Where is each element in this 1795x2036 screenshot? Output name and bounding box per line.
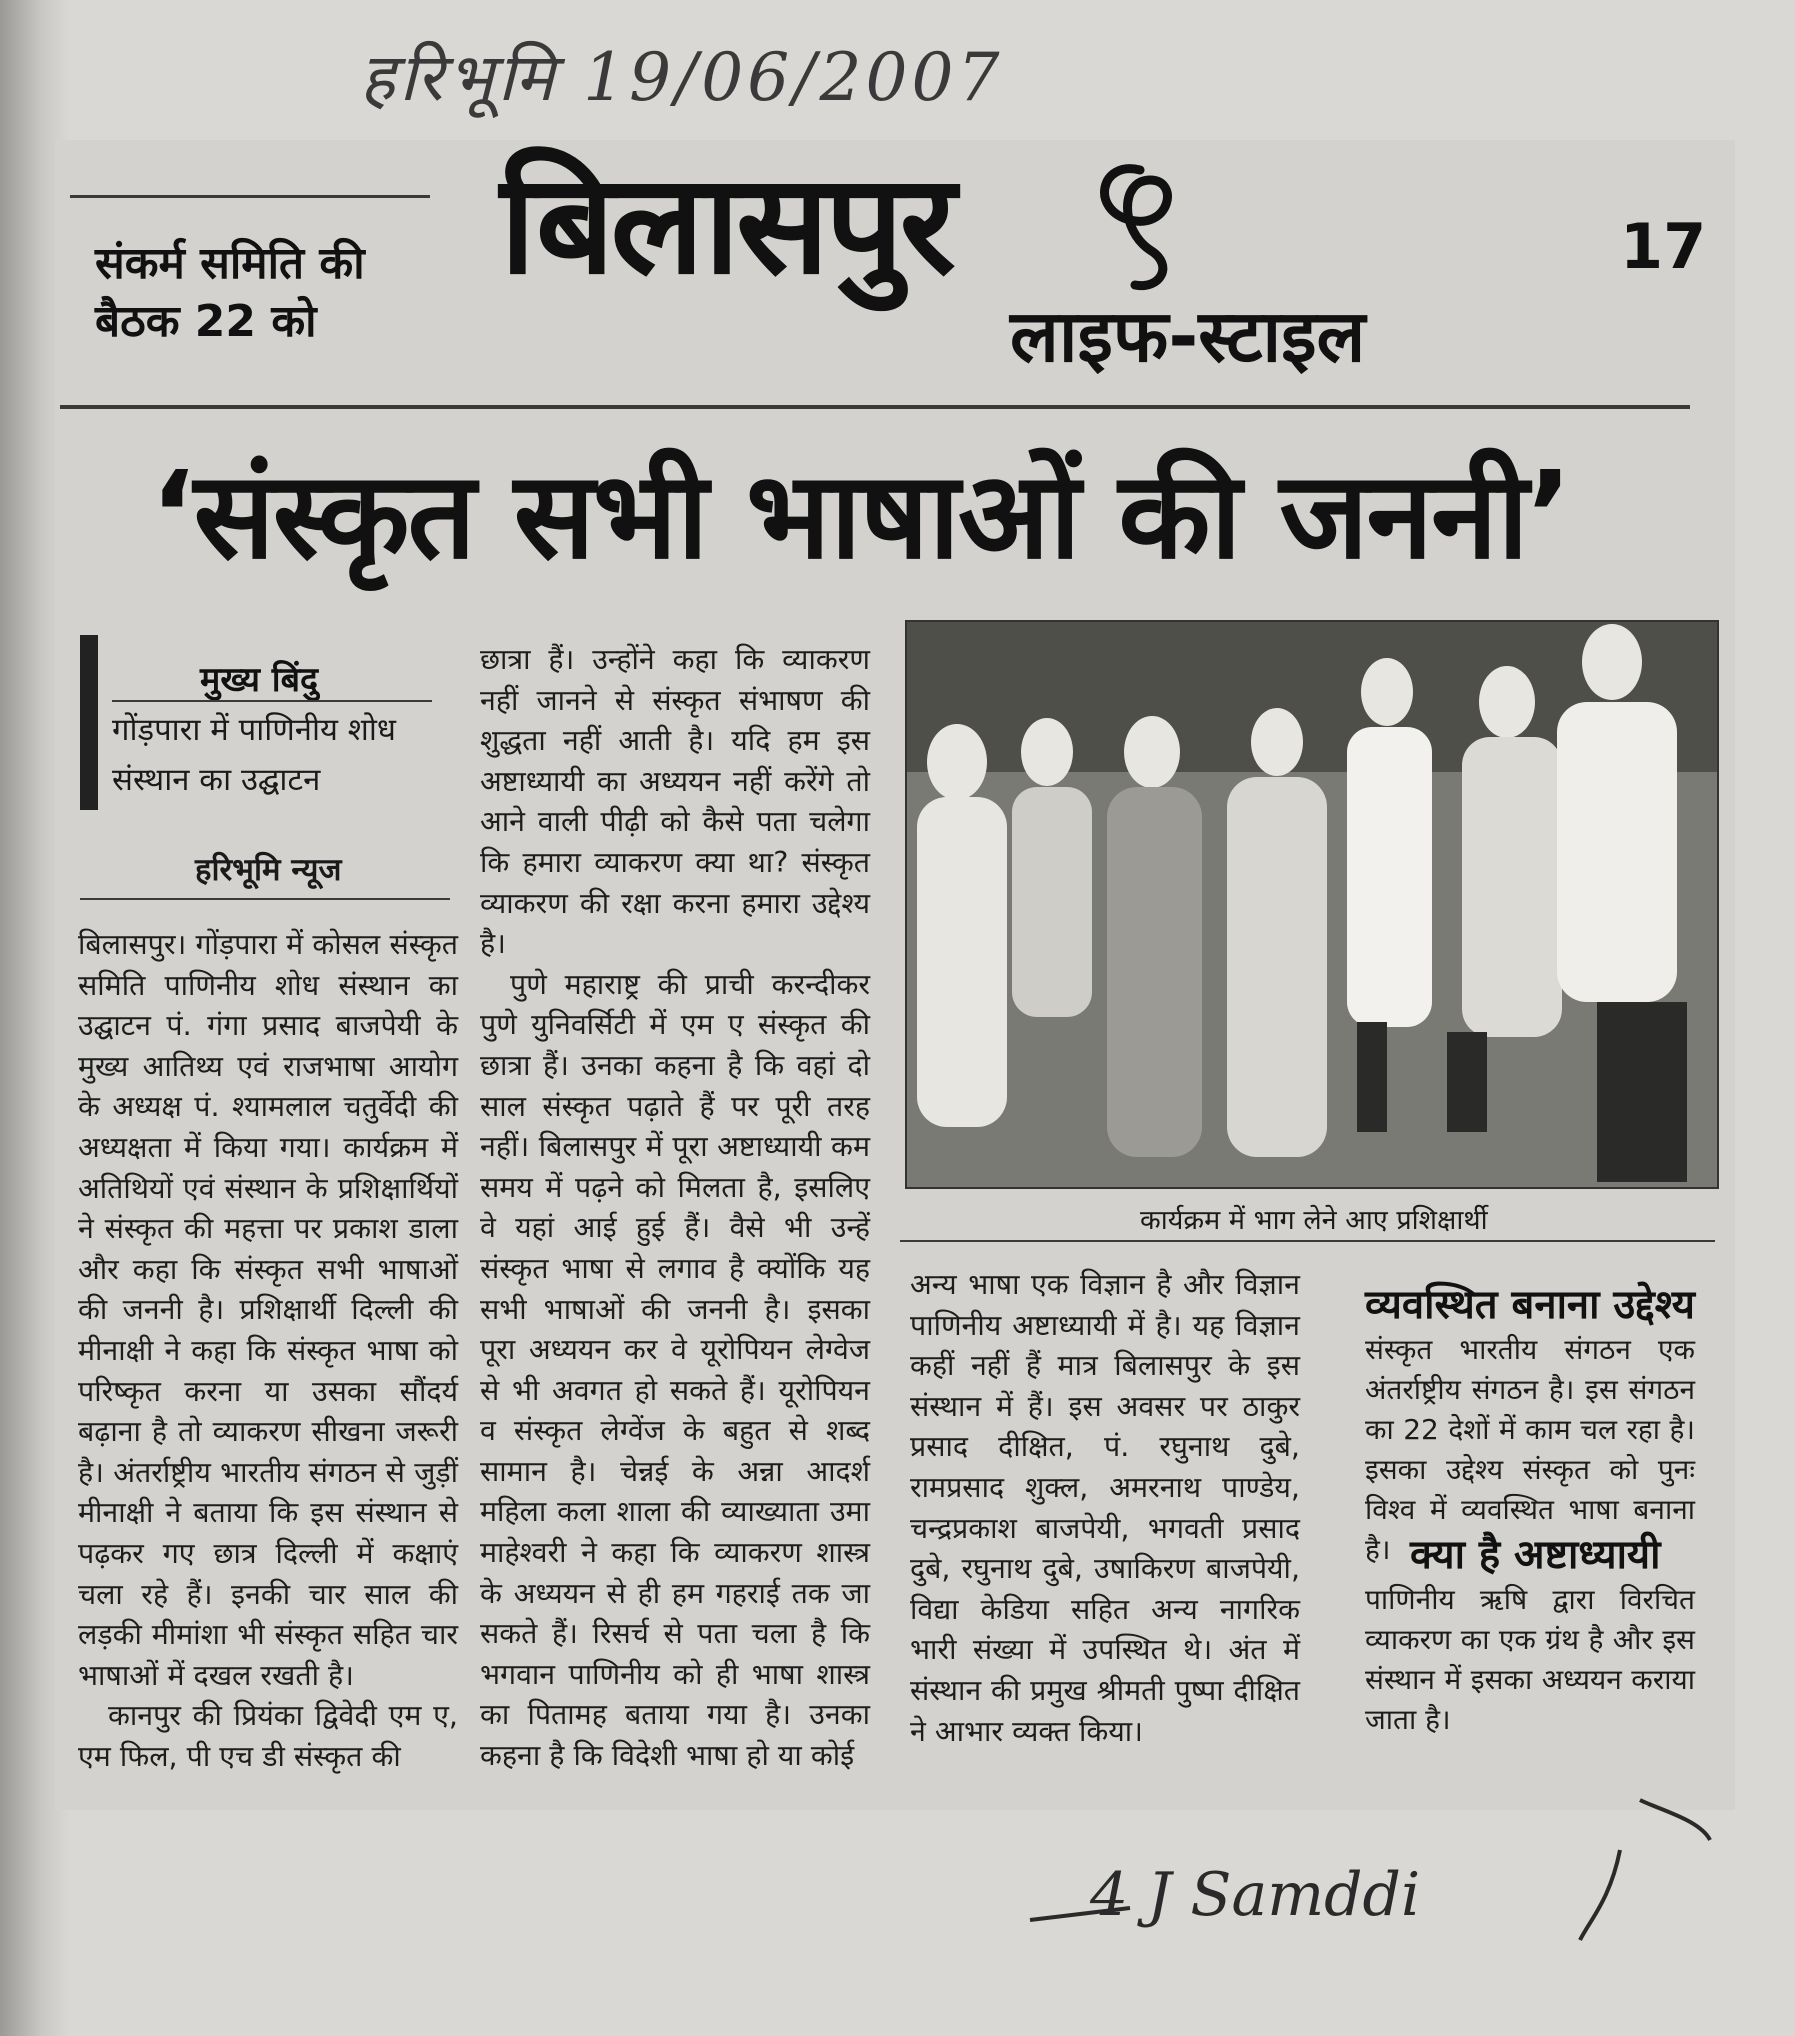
paragraph: कानपुर की प्रियंका द्विवेदी एम ए, एम फिल, पी एच डी संस्कृत की — [78, 1699, 458, 1773]
highlight-text: गोंड़पारा में पाणिनीय शोध संस्थान का उद्घाटन — [112, 712, 396, 798]
rule — [900, 1240, 1715, 1242]
header-rule — [60, 405, 1690, 409]
sidebar-heading: व्यवस्थित बनाना उद्देश्य — [1365, 1282, 1695, 1328]
page-number: 17 — [1620, 210, 1707, 283]
column-2 — [480, 640, 870, 1777]
highlight-bar — [80, 635, 98, 810]
rule — [80, 898, 450, 900]
paragraph: अन्य भाषा एक विज्ञान है और विज्ञान पाणिनीय अष्टाध्यायी में है। यह विज्ञान कहीं नहीं हैं मात्र बिलासपुर के इस संस्थान में हैं। इस अवसर पर ठाकुर प्रसाद दीक्षित, पं. रघुनाथ दुबे, रामप्रसाद शुक्ल, अमरनाथ पाण्डेय, चन्द्रप्रकाश बाजपेयी, भगवती प्रसाद दुबे, रघुनाथ दुबे, उषाकिरण बाजपेयी, विद्या केडिया सहित अन्य नागरिक भारी संख्या में उपस्थित थे। अंत में संस्थान की प्रमुख श्रीमती पुष्पा दीक्षित ने आभार व्यक्त किया। — [910, 1268, 1300, 1748]
swirl-ornament-icon — [1080, 150, 1200, 300]
event-photo — [905, 620, 1719, 1189]
photo-caption: कार्यक्रम में भाग लेने आए प्रशिक्षार्थी — [1140, 1205, 1488, 1236]
rule — [70, 195, 430, 198]
sidebar-text: पाणिनीय ऋषि द्वारा विरचित व्याकरण का एक ग्रंथ है और इस संस्थान में इसका अध्ययन कराया जाता है। — [1365, 1583, 1695, 1736]
handwritten-signature: 4 J Samddi — [1090, 1860, 1421, 1930]
paragraph: पुणे महाराष्ट्र की प्राची करन्दीकर पुणे युनिवर्सिटी में एम ए संस्कृत की छात्रा हैं। उनका कहना है कि वहां दो साल संस्कृत पढ़ाते हैं पर पूरी तरह नहीं। बिलासपुर में पूरा अष्टाध्यायी कम समय में पढ़ने को मिलता है, इसलिए वे यहां आई हुई हैं। वैसे भी उन्हें संस्कृत भाषा से लगाव है क्योंकि यह सभी भाषाओं की जननी है। इसका पूरा अध्ययन कर वे यूरोपियन लेग्वेज से भी अवगत हो सकते हैं। यूरोपियन व संस्कृत लेग्वेंज के बहुत से शब्द सामान है। चेन्नई के अन्ना आदर्श महिला कला शाला की व्याख्याता उमा माहेश्वरी ने कहा कि व्याकरण शास्त्र के अध्ययन से ही हम गहराई तक जा सकते हैं। रिसर्च से पता चला है कि भगवान पाणिनीय को ही भाषा शास्त्र का पितामह बताया गया है। उनका कहना है कि विदेशी भाषा हो या कोई — [480, 967, 870, 1773]
sidebar-heading: क्या है अष्टाध्यायी — [1410, 1532, 1661, 1578]
section-title: लाइफ-स्टाइल — [1010, 294, 1366, 378]
paragraph: बिलासपुर। गोंड़पारा में कोसल संस्कृत समिति पाणिनीय शोध संस्थान का उद्घाटन पं. गंगा प्रसाद बाजपेयी के मुख्य आतिथ्य एवं राजभाषा आयोग के अध्यक्ष पं. श्यामलाल चतुर्वेदी की अध्यक्षता में किया गया। कार्यक्रम में अतिथियों एवं संस्थान के प्रशिक्षार्थियों ने संस्कृत की महत्ता पर प्रकाश डाला और कहा कि संस्कृत सभी भाषाओं की जननी है। प्रशिक्षार्थी दिल्ली की मीनाक्षी ने कहा कि संस्कृत भाषा को परिष्कृत करना या उसका सौंदर्य बढ़ाना है तो व्याकरण सीखना जरूरी है। अंतर्राष्ट्रीय भारतीय संगठन से जुड़ीं मीनाक्षी ने बताया कि इस संस्थान से पढ़कर गए छात्र दिल्ली में कक्षाएं चला रहे हैं। इनकी चार साल की लड़की मीमांशा भी संस्कृत सहित चार भाषाओं में दखल रखती है। — [78, 928, 458, 1692]
highlight-title: मुख्य बिंदु — [200, 660, 319, 700]
paragraph: छात्रा हैं। उन्होंने कहा कि व्याकरण नहीं जानने से संस्कृत संभाषण की शुद्धता नहीं आती है। यदि हम इस अष्टाध्यायी का अध्ययन नहीं करेंगे तो आने वाली पीढ़ी को कैसे पता चलेगा कि हमारा व्याकरण क्या था? संस्कृत व्याकरण की रक्षा करना हमारा उद्देश्य है। — [480, 643, 870, 961]
group-photo-icon — [907, 622, 1717, 1187]
handwritten-date-note: हरिभूमि 19/06/2007 — [360, 39, 1004, 116]
side-headline: संकर्म समिति की बैठक 22 को — [95, 238, 365, 347]
column-3 — [910, 1265, 1300, 1752]
byline: हरिभूमि न्यूज — [195, 852, 342, 888]
rule — [112, 700, 432, 702]
column-1 — [78, 925, 458, 1777]
sidebar-text: संस्कृत भारतीय संगठन एक अंतर्राष्ट्रीय संगठन है। इस संगठन का 22 देशों में काम चल रहा है। इसका उद्देश्य संस्कृत को पुनः विश्व में व्यवस्थित भाषा बनाना है। — [1365, 1333, 1695, 1566]
main-headline: ‘संस्कृत सभी भाषाओं की जननी’ — [150, 447, 1571, 586]
masthead: बिलासपुर — [500, 144, 952, 305]
